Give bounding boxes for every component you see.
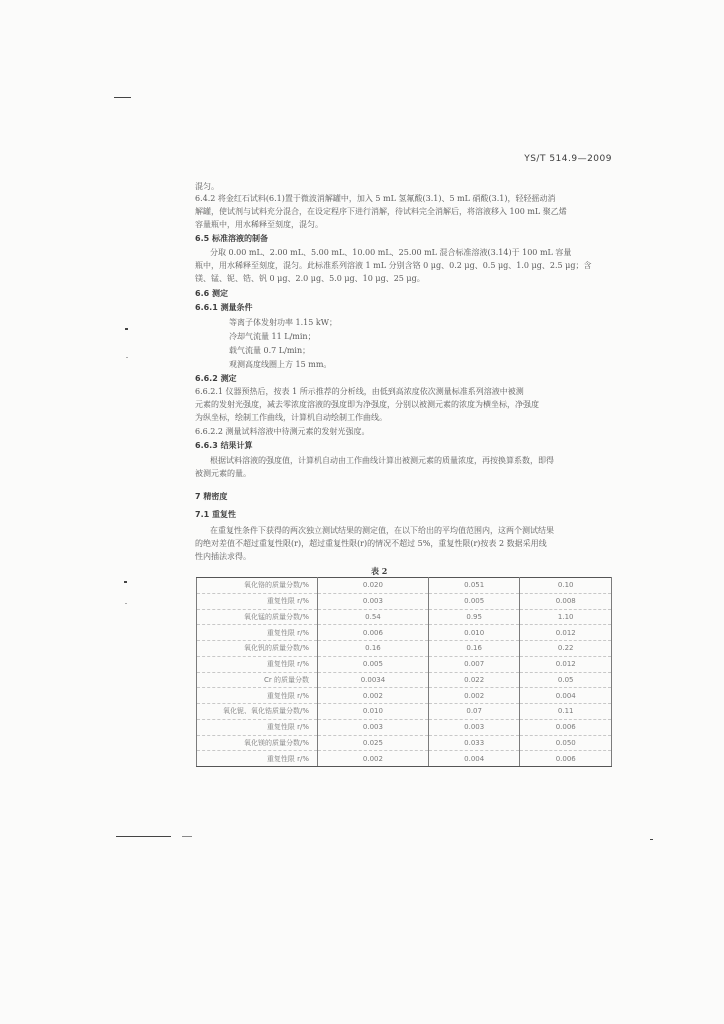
table-row bbox=[197, 719, 612, 735]
text-line: 6.6.2.1 仪器预热后，按表 1 所示推荐的分析线，由低到高浓度依次测量标准系列溶液中被测 bbox=[195, 387, 524, 396]
table-cell: 0.0034 bbox=[318, 672, 429, 688]
table-row bbox=[197, 751, 612, 767]
scan-mark-left-4 bbox=[125, 603, 127, 604]
table-row-label: 氧化铌、氧化锆质量分数/% bbox=[197, 704, 318, 720]
table-cell: 0.003 bbox=[318, 719, 429, 735]
text-line: 6.4.2 将金红石试料(6.1)置于微波消解罐中，加入 5 mL 氢氟酸(3.1)、5 mL 硝酸(3.1)，轻轻摇动消 bbox=[195, 194, 556, 203]
text-line: 在重复性条件下获得的两次独立测试结果的测定值，在以下给出的平均值范围内，这两个测试结果 bbox=[210, 526, 554, 535]
text-line: 解罐，使试剂与试料充分混合，在设定程序下进行消解，待试料完全消解后，将溶液移入 100 mL 聚乙烯 bbox=[195, 207, 567, 216]
text-line: 6.6.2.2 测量试料溶液中待测元素的发射光强度。 bbox=[195, 427, 370, 436]
text-line: 根据试料溶液的强度值，计算机自动由工作曲线计算出被测元素的质量浓度，再按换算系数，即得 bbox=[210, 456, 554, 465]
text-line: 冷却气流量 11 L/min； bbox=[229, 332, 316, 341]
table-cell: 0.025 bbox=[318, 735, 429, 751]
table-cell: 0.003 bbox=[318, 593, 429, 609]
table-cell: 0.002 bbox=[318, 688, 429, 704]
section-heading: 6.5 标准溶液的制备 bbox=[195, 234, 268, 243]
text-line: 性内插法求得。 bbox=[195, 552, 251, 561]
table-cell: 0.006 bbox=[520, 719, 612, 735]
table-row-label: 重复性限 r/% bbox=[197, 593, 318, 609]
table-cell: 0.16 bbox=[428, 641, 520, 657]
table-cell: 0.54 bbox=[318, 609, 429, 625]
table-cell: 0.051 bbox=[428, 578, 520, 594]
text-line: 元素的发射光强度，减去零浓度溶液的强度即为净强度，分别以被测元素的浓度为横坐标，净强度 bbox=[195, 400, 539, 409]
scan-mark-left-2 bbox=[126, 357, 128, 358]
table-cell: 0.007 bbox=[428, 656, 520, 672]
table-row-label: 氧化钒的质量分数/% bbox=[197, 641, 318, 657]
table-row bbox=[197, 641, 612, 657]
section-heading: 7.1 重复性 bbox=[195, 510, 236, 519]
scan-mark-left-1 bbox=[125, 328, 128, 330]
table-row bbox=[197, 578, 612, 594]
table-cell: 0.010 bbox=[318, 704, 429, 720]
table-row bbox=[197, 704, 612, 720]
table-row-label: 重复性限 r/% bbox=[197, 625, 318, 641]
table-cell: 0.010 bbox=[428, 625, 520, 641]
text-line: 为纵坐标，绘制工作曲线，计算机自动绘制工作曲线。 bbox=[195, 413, 387, 422]
section-heading: 7 精密度 bbox=[195, 492, 228, 501]
table-row bbox=[197, 656, 612, 672]
table-cell: 0.11 bbox=[520, 704, 612, 720]
section-heading: 6.6.3 结果计算 bbox=[195, 441, 253, 450]
table-cell: 0.10 bbox=[520, 578, 612, 594]
table-row bbox=[197, 688, 612, 704]
table-row-label: Cr 的质量分数 bbox=[197, 672, 318, 688]
table-cell: 0.003 bbox=[428, 719, 520, 735]
table-row-label: 氧化锰的质量分数/% bbox=[197, 609, 318, 625]
table-row-label: 重复性限 r/% bbox=[197, 688, 318, 704]
table-row bbox=[197, 672, 612, 688]
scan-mark-top-left bbox=[114, 97, 131, 98]
scan-mark-bottom-left-2 bbox=[182, 836, 192, 837]
table-cell: 0.006 bbox=[520, 751, 612, 767]
table-row bbox=[197, 625, 612, 641]
table-cell: 0.95 bbox=[428, 609, 520, 625]
table-cell: 0.004 bbox=[520, 688, 612, 704]
text-line: 等离子体发射功率 1.15 kW； bbox=[229, 318, 337, 327]
standard-code: YS/T 514.9—2009 bbox=[524, 154, 612, 164]
text-line: 混匀。 bbox=[195, 182, 219, 191]
section-heading: 6.6.1 测量条件 bbox=[195, 303, 253, 312]
table-cell: 0.16 bbox=[318, 641, 429, 657]
table-row-label: 氧化铬的质量分数/% bbox=[197, 578, 318, 594]
table-cell: 0.22 bbox=[520, 641, 612, 657]
table-row bbox=[197, 593, 612, 609]
text-line: 被测元素的量。 bbox=[195, 469, 251, 478]
table-cell: 0.07 bbox=[428, 704, 520, 720]
precision-table bbox=[196, 577, 612, 767]
table-row-label: 重复性限 r/% bbox=[197, 656, 318, 672]
scan-mark-bottom-right bbox=[650, 839, 653, 840]
text-line: 的绝对差值不超过重复性限(r)，超过重复性限(r)的情况不超过 5%，重复性限(r)按表 2 数据采用线 bbox=[195, 539, 547, 548]
scan-mark-left-3 bbox=[124, 581, 127, 583]
table-row bbox=[197, 735, 612, 751]
table-cell: 0.008 bbox=[520, 593, 612, 609]
table-caption: 表 2 bbox=[371, 566, 388, 576]
scan-mark-bottom-left bbox=[116, 836, 171, 837]
table-cell: 0.006 bbox=[318, 625, 429, 641]
text-line: 镁、锰、铌、锆、钒 0 μg、2.0 μg、5.0 μg、10 μg、25 μg。 bbox=[195, 274, 425, 283]
table-cell: 0.002 bbox=[428, 688, 520, 704]
table-cell: 0.033 bbox=[428, 735, 520, 751]
table-row-label: 重复性限 r/% bbox=[197, 719, 318, 735]
text-line: 容量瓶中，用水稀释至刻度，混匀。 bbox=[195, 220, 323, 229]
table-row bbox=[197, 609, 612, 625]
text-line: 分取 0.00 mL、2.00 mL、5.00 mL、10.00 mL、25.00 mL 混合标准溶液(3.14)于 100 mL 容量 bbox=[210, 248, 572, 257]
table-cell: 0.020 bbox=[318, 578, 429, 594]
table-row-label: 氧化镁的质量分数/% bbox=[197, 735, 318, 751]
table-row-label: 重复性限 r/% bbox=[197, 751, 318, 767]
table-cell: 0.022 bbox=[428, 672, 520, 688]
table-cell: 0.012 bbox=[520, 656, 612, 672]
table-cell: 0.005 bbox=[428, 593, 520, 609]
table-cell: 1.10 bbox=[520, 609, 612, 625]
text-line: 载气流量 0.7 L/min； bbox=[229, 346, 311, 355]
table-cell: 0.005 bbox=[318, 656, 429, 672]
table-cell: 0.002 bbox=[318, 751, 429, 767]
text-line: 观测高度线圈上方 15 mm。 bbox=[229, 360, 332, 369]
table-cell: 0.004 bbox=[428, 751, 520, 767]
table-cell: 0.050 bbox=[520, 735, 612, 751]
section-heading: 6.6.2 测定 bbox=[195, 374, 237, 383]
text-line: 瓶中，用水稀释至刻度，混匀。此标准系列溶液 1 mL 分别含铬 0 μg、0.2 μg、0.5 μg、1.0 μg、2.5 μg；含 bbox=[195, 261, 592, 270]
section-heading: 6.6 测定 bbox=[195, 289, 228, 298]
table-cell: 0.05 bbox=[520, 672, 612, 688]
table-cell: 0.012 bbox=[520, 625, 612, 641]
